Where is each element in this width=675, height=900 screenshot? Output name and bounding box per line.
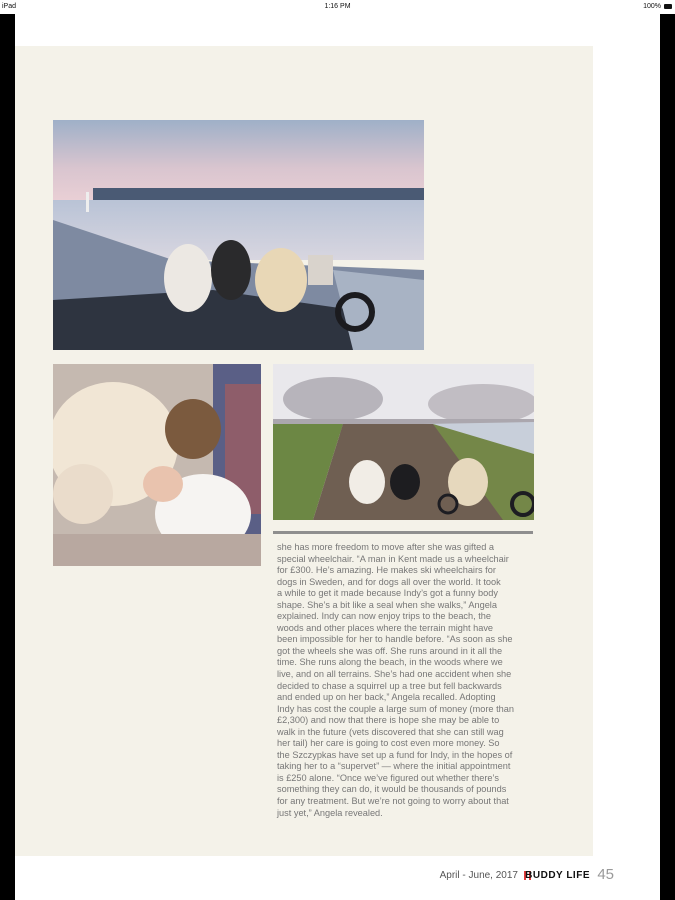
- dogs-on-path-photo: [273, 364, 534, 520]
- article-line: just yet,” Angela revealed.: [277, 807, 383, 818]
- photo-icon: [53, 120, 424, 350]
- article-line: taking her to a “supervet” — where the initial appointment: [277, 761, 511, 772]
- article-line: woods and other places where the terrain might have: [277, 622, 494, 633]
- article-line: the Szczypkas have set up a fund for Indy, in the hopes of: [277, 749, 513, 760]
- issue-date: April - June, 2017: [439, 870, 518, 881]
- photo-icon: [53, 364, 261, 566]
- page-footer: [15, 858, 660, 892]
- article-line: for £300. He’s amazing. He makes ski wheelchairs for: [277, 565, 496, 576]
- battery-icon: [664, 4, 672, 9]
- article-line: shape. She’s a bit like a seal when she walks,” Angela: [277, 599, 497, 610]
- article-line: time. She runs along the beach, in the woods where we: [277, 657, 503, 668]
- clock: 1:16 PM: [324, 3, 351, 10]
- magazine-brand: BUDDY LIFE: [525, 870, 590, 881]
- article-line: been impossible for her to handle before. “As soon as she: [277, 634, 513, 645]
- article-line: live, and on all terrains. She’s had one accident when she: [277, 669, 512, 680]
- article-line: is £250 alone. “Once we’ve figured out whether there’s: [277, 772, 499, 783]
- article-line: got the wheels she was off. She runs around in it all the: [277, 645, 503, 656]
- article-line: dogs in Sweden, and for dogs all over the world. It took: [277, 576, 501, 587]
- carrier-label: iPad: [2, 3, 17, 10]
- status-bar: [0, 0, 675, 14]
- article-line: something they can do, it would be thousands of pounds: [277, 784, 507, 795]
- page-number: 45: [597, 866, 614, 883]
- article-line: for any treatment. But we’re not going to worry about that: [277, 796, 509, 807]
- battery-label: 100%: [643, 3, 661, 10]
- article-line: she has more freedom to move after she was gifted a: [277, 542, 495, 552]
- divider: [273, 531, 533, 534]
- article-line: walk in the future (vets discovered that she can still wag: [277, 726, 504, 737]
- article-line: £2,300) and now that there is hope she may be able to: [277, 715, 500, 726]
- article-line: explained. Indy can now enjoy trips to the beach, the: [277, 611, 492, 622]
- dog-with-baby-photo: [53, 364, 261, 566]
- article-text: [277, 542, 539, 819]
- article-line: decided to chase a squirrel up a tree but fell backwards: [277, 680, 502, 691]
- article-line: special wheelchair. “A man in Kent made us a wheelchair: [277, 553, 509, 564]
- photo-icon: [273, 364, 534, 520]
- article-line: Indy has cost the couple a large sum of money (more than: [277, 703, 514, 714]
- article-line: her tail) her care is going to cost even more money. So: [277, 738, 500, 749]
- article-line: and ended up on her back,” Angela recalled. Adopting: [277, 692, 496, 703]
- article-line: a while to get it made because Indy’s got a funny body: [277, 588, 498, 599]
- dogs-by-river-photo: [53, 120, 424, 350]
